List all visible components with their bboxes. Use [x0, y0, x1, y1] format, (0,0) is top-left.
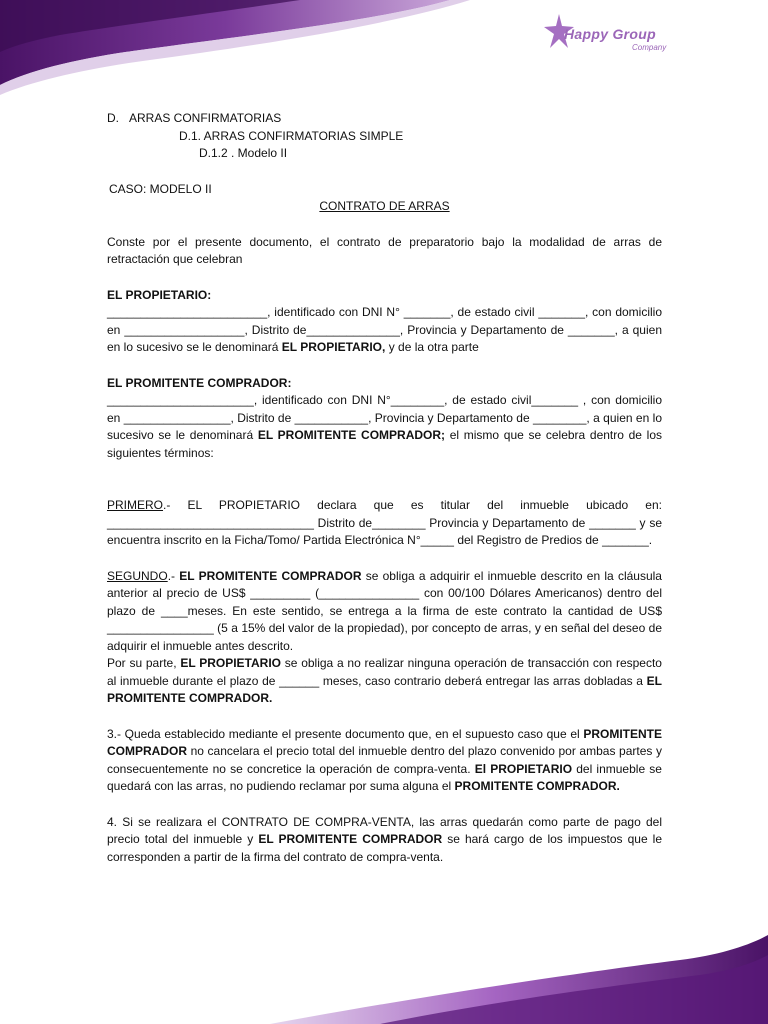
buyer-label: EL PROMITENTE COMPRADOR: — [107, 375, 292, 390]
model-heading: D.1.2 . Modelo II — [199, 146, 288, 160]
logo-name: Happy Group — [564, 26, 656, 42]
section-heading: D. ARRAS CONFIRMATORIAS — [107, 111, 282, 125]
subsection-heading: D.1. ARRAS CONFIRMATORIAS SIMPLE — [179, 128, 404, 143]
owner-paragraph: ________________________, identificado con DNI N° _______, de estado civil _______, con domicilio en __________________, Distrito de______________, Provincia y Departamento de _______, a quien en lo sucesivo se le denominará EL PROPIETARIO, y de la otra parte — [107, 305, 662, 354]
buyer-paragraph: ______________________, identificado con DNI N°________, de estado civil_______ , con domicilio en ________________, Distrito de ___________, Provincia y Departamento de ________, a quien en lo sucesivo se le denominará EL PROMITENTE COMPRADOR; el mismo que se celebra dentro de los siguientes términos: — [107, 393, 663, 460]
clause-primero: PRIMERO.- EL PROPIETARIO declara que es titular del inmueble ubicado en: _______________________________ Distrito de________ Provincia y Departamento de _______ y se encuentra inscrito en la Ficha/Tomo/ Partida Electrónica N°_____ del Registro de Predios de _______. — [107, 498, 662, 547]
owner-label: EL PROPIETARIO: — [107, 287, 212, 302]
contract-title: CONTRATO DE ARRAS — [319, 199, 450, 213]
clause-segundo-cont: Por su parte, EL PROPIETARIO se obliga a no realizar ninguna operación de transacción con respecto al inmueble durante el plazo de ______ meses, caso contrario deberá entregar las arras dobladas a EL PROMITENTE COMPRADOR. — [107, 656, 662, 705]
logo-subtitle: Company — [632, 43, 667, 52]
clause-cuarto: 4. Si se realizara el CONTRATO DE COMPRA-VENTA, las arras quedarán como parte de pago del precio total del inmueble y EL PROMITENTE COMPRADOR se hará cargo de los impuestos que le corresponden a partir de la firma del contrato de compra-venta. — [107, 814, 663, 864]
happy-group-logo — [538, 8, 698, 64]
clause-tercero: 3.- Queda establecido mediante el presente documento que, en el supuesto caso que el PROMITENTE COMPRADOR no cancelara el precio total del inmueble dentro del plazo convenido por ambas partes y consecuentemente no se concretice la operación de compra-venta. El PROPIETARIO del inmueble se quedará con las arras, no pudiendo reclamar por suma alguna el PROMITENTE COMPRADOR. — [107, 726, 662, 793]
intro-paragraph: Conste por el presente documento, el contrato de preparatorio bajo la modalidad de arras de retractación que celebran — [107, 234, 662, 266]
clause-segundo: SEGUNDO.- EL PROMITENTE COMPRADOR se obliga a adquirir el inmueble descrito en la cláusula anterior al precio de US$ _________ (_______________ con 00/100 Dólares Americanos) dentro del plazo de ____meses. En este sentido, se entrega a la firma de este contrato la cantidad de US$ ________________ (5 a 15% del valor de la propiedad), por concepto de arras, y en señal del deseo de adquirir el inmueble antes descrito. — [107, 568, 662, 653]
case-label: CASO: MODELO II — [109, 181, 212, 196]
document-body — [107, 110, 662, 866]
